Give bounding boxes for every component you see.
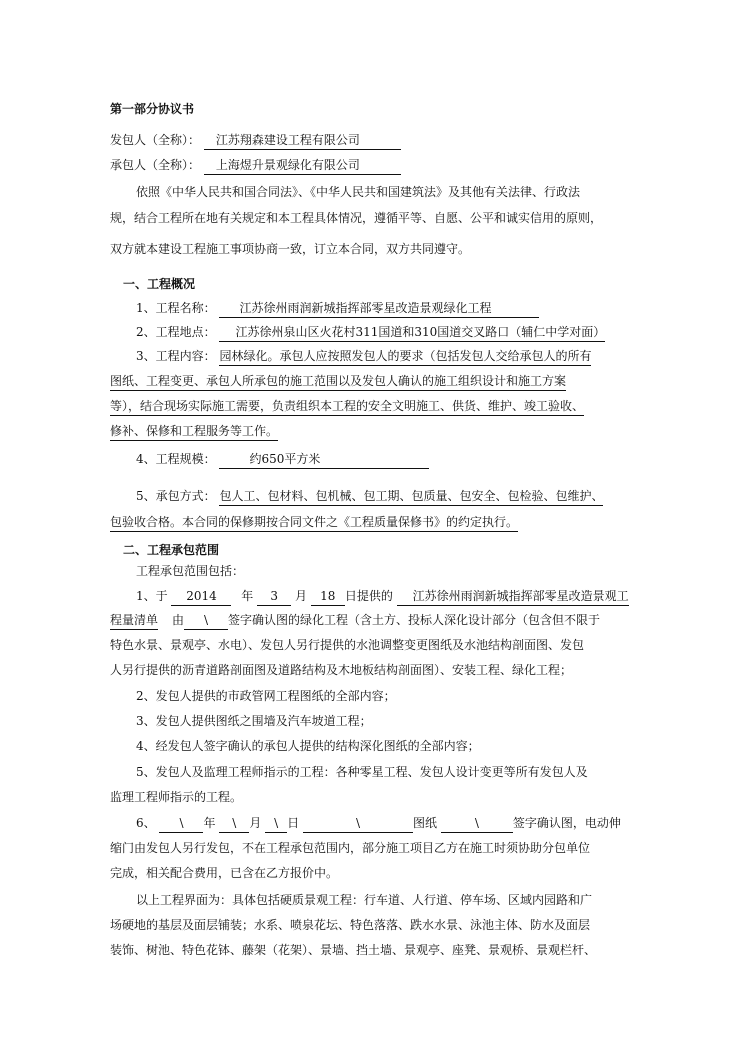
scope-item-6-drawings: 图纸 xyxy=(413,816,438,830)
intro-line: 依照《中华人民共和国合同法》、《中华人民共和国建筑法》及其他有关法律、行政法 xyxy=(136,185,581,199)
project-name-label: 1、工程名称： xyxy=(136,301,216,315)
scope-item-1-project: 江苏徐州雨润新城指挥部零星改造景观工 xyxy=(397,588,629,606)
employer-label: 发包人（全称）： xyxy=(110,133,201,147)
intro-line: 双方就本建设工程施工事项协商一致，订立本合同，双方共同遵守。 xyxy=(110,242,471,256)
scope-item-3: 3、发包人提供图纸之围墙及汽车坡道工程； xyxy=(136,714,372,728)
project-name-row xyxy=(136,300,539,318)
scope-item-5: 5、发包人及监理工程师指示的工程：各种零星工程、发包人设计变更等所有发包人及 xyxy=(136,765,588,779)
scope-item-1-text: 签字确认图的绿化工程（含土方、投标人深化设计部分（包含但不限于 xyxy=(228,613,601,627)
project-content-line-row xyxy=(110,398,584,416)
scope-item-1-by: 由 xyxy=(172,613,185,627)
scope-intro: 工程承包范围包括： xyxy=(136,564,245,578)
scope-item-1-day-suffix: 日提供的 xyxy=(344,589,393,603)
scope-item-6-day-blank: \ xyxy=(265,815,287,833)
scope-item-6-text: 完成，相关配合费用，已含在乙方报价中。 xyxy=(110,866,339,880)
contractor-row xyxy=(110,157,401,175)
intro-line: 规，结合工程所在地有关规定和本工程具体情况，遵循平等、自愿、公平和诚实信用的原则， xyxy=(110,211,603,225)
scope-item-1-cont xyxy=(110,612,600,630)
scope-item-6-prefix: 6、 xyxy=(136,816,156,830)
scope-item-1-year: 2014 xyxy=(171,588,231,606)
section-heading: 一、工程概况 xyxy=(123,277,196,291)
scope-item-1-by-value: \ xyxy=(184,612,228,630)
scope-item-5: 监理工程师指示的工程。 xyxy=(110,790,243,804)
scope-item-1-year-unit: 年 xyxy=(241,589,254,603)
scope-item-1-prefix: 1、于 xyxy=(136,589,168,603)
employer-row xyxy=(110,132,401,150)
contractor-label: 承包人（全称）： xyxy=(110,158,201,172)
contract-mode-line: 包人工、包材料、包机械、包工期、包质量、包安全、包检验、包维护、 xyxy=(219,488,603,506)
project-scale-label: 4、工程规模： xyxy=(136,452,216,466)
project-location-row xyxy=(136,324,605,342)
project-content-line-row xyxy=(110,423,278,441)
scope-item-1-text: 人另行提供的沥青道路剖面图及道路结构及木地板结构剖面图）、安装工程、绿化工程； xyxy=(110,663,573,677)
scope-item-4: 4、经发包人签字确认的承包人提供的结构深化图纸的全部内容； xyxy=(136,739,480,753)
scope-item-1-month-unit: 月 xyxy=(294,589,307,603)
scope-interface: 装饰、树池、特色花钵、藤架（花架）、景墙、挡土墙、景观亭、座凳、景观桥、景观栏杆、 xyxy=(110,943,597,957)
contract-mode-label: 5、承包方式： xyxy=(136,489,216,503)
scope-item-1 xyxy=(136,588,629,606)
scope-item-6-year-unit: 年 xyxy=(203,816,216,830)
scope-item-1-text: 特色水景、景观亭、水电）、发包人另行提供的水池调整变更图纸及水池结构剖面图、发包 xyxy=(110,638,585,652)
section-heading: 二、工程承包范围 xyxy=(123,543,220,557)
scope-interface: 以上工程界面为：具体包括硬质景观工程：行车道、人行道、停车场、区域内园路和广 xyxy=(136,893,593,907)
project-content-line: 图纸、工程变更、承包人所承包的施工范围以及发包人确认的施工组织设计和施工方案 xyxy=(110,373,566,391)
project-name-value: 江苏徐州雨润新城指挥部零星改造景观绿化工程 xyxy=(219,300,539,318)
scope-item-2: 2、发包人提供的市政管网工程图纸的全部内容； xyxy=(136,689,396,703)
scope-item-1-project-cont: 程量清单 xyxy=(110,612,158,630)
project-content-line: 等），结合现场实际施工需要，负责组织本工程的安全文明施工、供货、维护、竣工验收、 xyxy=(110,398,584,416)
scope-item-6-month-blank: \ xyxy=(219,815,249,833)
project-scale-row xyxy=(136,451,429,469)
scope-item-1-month: 3 xyxy=(257,588,291,606)
contractor-value: 上海煜升景观绿化有限公司 xyxy=(204,157,401,175)
project-scale-value: 约650平方米 xyxy=(219,451,429,469)
contract-mode-row xyxy=(136,488,603,506)
employer-value: 江苏翔森建设工程有限公司 xyxy=(204,132,401,150)
contract-mode-line-row xyxy=(110,514,518,532)
contract-mode-line: 包验收合格。本合同的保修期按合同文件之《工程质量保修书》的约定执行。 xyxy=(110,514,518,532)
scope-item-6-year-blank: \ xyxy=(159,815,203,833)
project-location-value: 江苏徐州泉山区火花村311国道和310国道交叉路口（辅仁中学对面） xyxy=(219,324,605,342)
project-content-label: 3、工程内容： xyxy=(136,349,216,363)
project-content-row xyxy=(136,348,591,366)
scope-item-6-sign: 签字确认图，电动伸 xyxy=(512,816,621,830)
scope-item-1-day: 18 xyxy=(311,588,345,606)
project-content-line-row xyxy=(110,373,566,391)
scope-interface: 场硬地的基层及面层铺装；水系、喷泉花坛、特色落落、跌水水景、泳池主体、防水及面层 xyxy=(110,918,591,932)
scope-item-6-month-unit: 月 xyxy=(249,816,262,830)
scope-item-6-blank: \ xyxy=(303,815,413,833)
scope-item-6-day-unit: 日 xyxy=(287,816,300,830)
scope-item-6-blank: \ xyxy=(441,815,513,833)
scope-item-6-text: 缩门由发包人另行发包，不在工程承包范围内，部分施工项目乙方在施工时须协助分包单位 xyxy=(110,841,591,855)
scope-item-6 xyxy=(136,815,621,833)
page-title: 第一部分协议书 xyxy=(110,102,195,116)
project-content-line: 园林绿化。承包人应按照发包人的要求（包括发包人交给承包人的所有 xyxy=(219,348,591,366)
project-location-label: 2、工程地点： xyxy=(136,325,216,339)
project-content-line: 修补、保修和工程服务等工作。 xyxy=(110,423,278,441)
